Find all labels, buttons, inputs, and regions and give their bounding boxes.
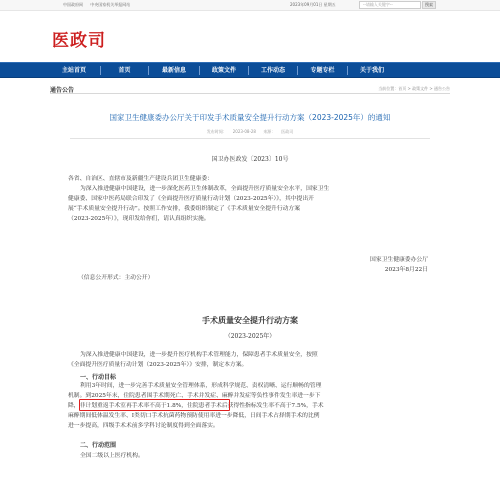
plan-title: 手术质量安全提升行动方案 [202, 316, 298, 325]
meta-date-label: 发布时间： [206, 129, 227, 134]
issue-date: 2023年8月22日 [384, 267, 428, 273]
section2-line: 全国二级以上医疗机构。 [80, 453, 144, 459]
meta-source-label: 来源： [263, 129, 276, 134]
breadcrumb [50, 82, 450, 94]
nav-item-topics[interactable]: 专题专栏 [310, 67, 335, 74]
nav-item-portal-home[interactable]: 主站首页 [61, 67, 86, 74]
nav-item-policy[interactable]: 政策文件 [211, 67, 236, 74]
highlight-box [79, 399, 230, 411]
article-meta [50, 129, 450, 135]
signature: 国家卫生健康委办公厅 [370, 257, 428, 263]
salutation: 各省、自治区、直辖市及新疆生产建设兵团卫生健康委： [68, 176, 213, 182]
disclosure-note: （信息公开形式：主动公开） [78, 275, 154, 281]
section1-line: 机制。到2025年末，住院患者围手术期死亡、手术并发症、麻醉并发症等负性事件发生率进一步下 [68, 393, 321, 399]
breadcrumb-path[interactable]: 当前位置：首页 > 政策文件 > 通告公告 [378, 86, 450, 91]
nav-item-home[interactable]: 首页 [118, 67, 131, 74]
main-nav [0, 62, 500, 78]
top-link-gov[interactable]: 中国政府网 [63, 2, 83, 7]
plan-intro-line: 《全面提升医疗质量行动计划（2023-2025年）》安排，制定本方案。 [68, 362, 248, 368]
section-label: 通告公告 [50, 87, 75, 94]
current-date: 2023年09月01日 星期五 [290, 2, 336, 7]
body-line: 为深入推进健康中国建设，进一步深化医药卫生体制改革，全面提升医疗质量安全水平，国家卫生 [80, 186, 330, 192]
section-heading: 一、行动目标 [80, 375, 117, 381]
header [0, 11, 500, 62]
body-line: 健康委、国家中医药局联合印发了《全面提升医疗质量行动计划（2023-2025年）》，其中提出开 [68, 196, 314, 202]
site-logo[interactable]: 医政司 [52, 31, 106, 51]
document-number: 国卫办医政发〔2023〕10号 [211, 156, 289, 163]
section1-line: 麻醉期间低体温发生率、I类切口手术抗菌药物预防使用率进一步降低，日间手术占择期手术的比例 [68, 413, 320, 419]
body-line: （2023-2025年）》，现印发给你们，请认真组织实施。 [68, 216, 210, 222]
divider [70, 138, 430, 139]
meta-source: 医政司 [281, 129, 294, 134]
nav-item-latest[interactable]: 最新信息 [161, 67, 186, 74]
section1-line: 降，非计划重返手术室再手术率不高于1.8%，住院患者手术后获得性指标发生率不高于7.5%，手术 [68, 403, 324, 409]
body-line: 展“手术质量安全提升行动”。按照工作安排，我委组织制定了《手术质量安全提升行动方案 [68, 206, 301, 212]
top-utility-bar [0, 0, 500, 11]
plan-years: （2023-2025年） [224, 333, 276, 340]
section1-line: 进一步提高，四级手术术前多学科讨论制度得到全面落实。 [68, 423, 219, 429]
section1-line: 利用3年时间，进一步完善手术质量安全管理体系，形成科学规范、责权清晰、运行顺畅的管理 [80, 383, 322, 389]
article-title: 国家卫生健康委办公厅关于印发手术质量安全提升行动方案（2023-2025年）的通知 [109, 113, 391, 122]
plan-intro-line: 为深入推进健康中国建设，进一步提升医疗机构手术管理能力，保障患者手术质量安全，按照 [80, 352, 318, 358]
nav-item-about[interactable]: 关于我们 [359, 67, 384, 74]
top-link-report[interactable]: 中央国家机关举报网站 [90, 2, 131, 7]
top-links [63, 2, 136, 8]
section-heading: 二、行动范围 [80, 443, 117, 449]
meta-date: 2023-08-28 [232, 129, 256, 134]
nav-item-work[interactable]: 工作动态 [260, 67, 285, 74]
search-input[interactable]: --请输入关键字-- [359, 1, 421, 9]
search-button[interactable]: 搜索 [422, 1, 436, 9]
